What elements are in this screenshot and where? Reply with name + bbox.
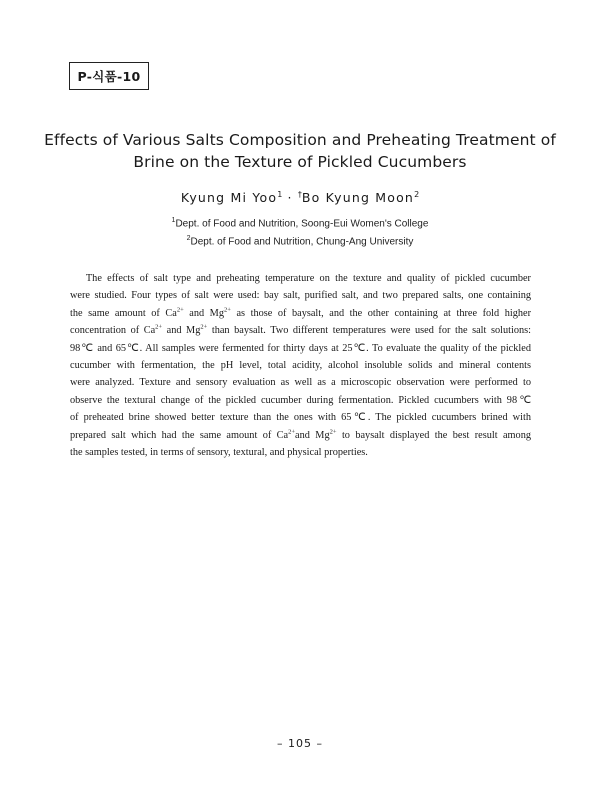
title-line-2: Brine on the Texture of Pickled Cucumbers — [133, 153, 467, 171]
author-separator: · — [282, 190, 298, 206]
abstract-line: of preheated brine showed better texture than the ones with 65℃. The pickled cucumbers brined with — [70, 412, 531, 424]
abstract-body — [70, 270, 531, 461]
title-line-1: Effects of Various Salts Composition and Preheating Treatment of — [44, 131, 556, 149]
session-code-label: P-식품-10 — [69, 62, 149, 90]
abstract-line: 98℃ and 65℃. All samples were fermented for thirty days at 25℃. To evaluate the quality of the pickled — [70, 342, 531, 354]
affiliation-2: $^2$Dept. of Food and Nutrition, Chung-Ang University — [186, 235, 414, 248]
corresponding-author-mark: † — [297, 190, 302, 199]
abstract-line: The effects of salt type and preheating temperature on the texture and quality of pickled cucumber — [85, 273, 531, 284]
author-line — [40, 190, 560, 205]
abstract-line: prepared salt which had the same amount of $Ca^{2+}and$ $Mg^{2+}$ to baysalt displayed the best result among — [70, 428, 532, 441]
abstract-line: the same amount of $Ca^{2+}$ and $Mg^{2+}$ as those of baysalt, and the other containing at three fold higher — [70, 306, 532, 319]
affiliations — [40, 213, 560, 250]
affiliation-1: $^1$Dept. of Food and Nutrition, Soong-Eui Women's College — [171, 217, 429, 230]
abstract-line: were studied. Four types of salt were used: bay salt, purified salt, and two prepared salts, one containing — [70, 290, 531, 302]
abstract-line: the samples tested, in terms of sensory, textural, and physical properties. — [70, 447, 368, 459]
page-number: – 105 – — [277, 737, 323, 750]
author-2-name: Bo Kyung Moon — [301, 190, 415, 206]
paper-title — [40, 129, 560, 173]
abstract-line: observe the textural change of the pickled cucumber during fermentation. Pickled cucumbers with 98℃ — [70, 394, 531, 406]
abstract-line: were analyzed. Texture and sensory evaluation as well as a microscopic observation were performed to — [70, 377, 531, 389]
abstract-line: concentration of $Ca^{2+}$ and $Mg^{2+}$ than baysalt. Two different temperatures were used for the salt solutions: — [70, 323, 531, 337]
abstract-line: cucumber with fermentation, the pH level, total acidity, alcohol insoluble solids and mineral contents — [70, 360, 531, 372]
author-1-name: Kyung Mi Yoo — [180, 190, 278, 206]
author-1-affil-mark: 1 — [277, 190, 283, 199]
author-2-affil-mark: 2 — [414, 190, 420, 199]
